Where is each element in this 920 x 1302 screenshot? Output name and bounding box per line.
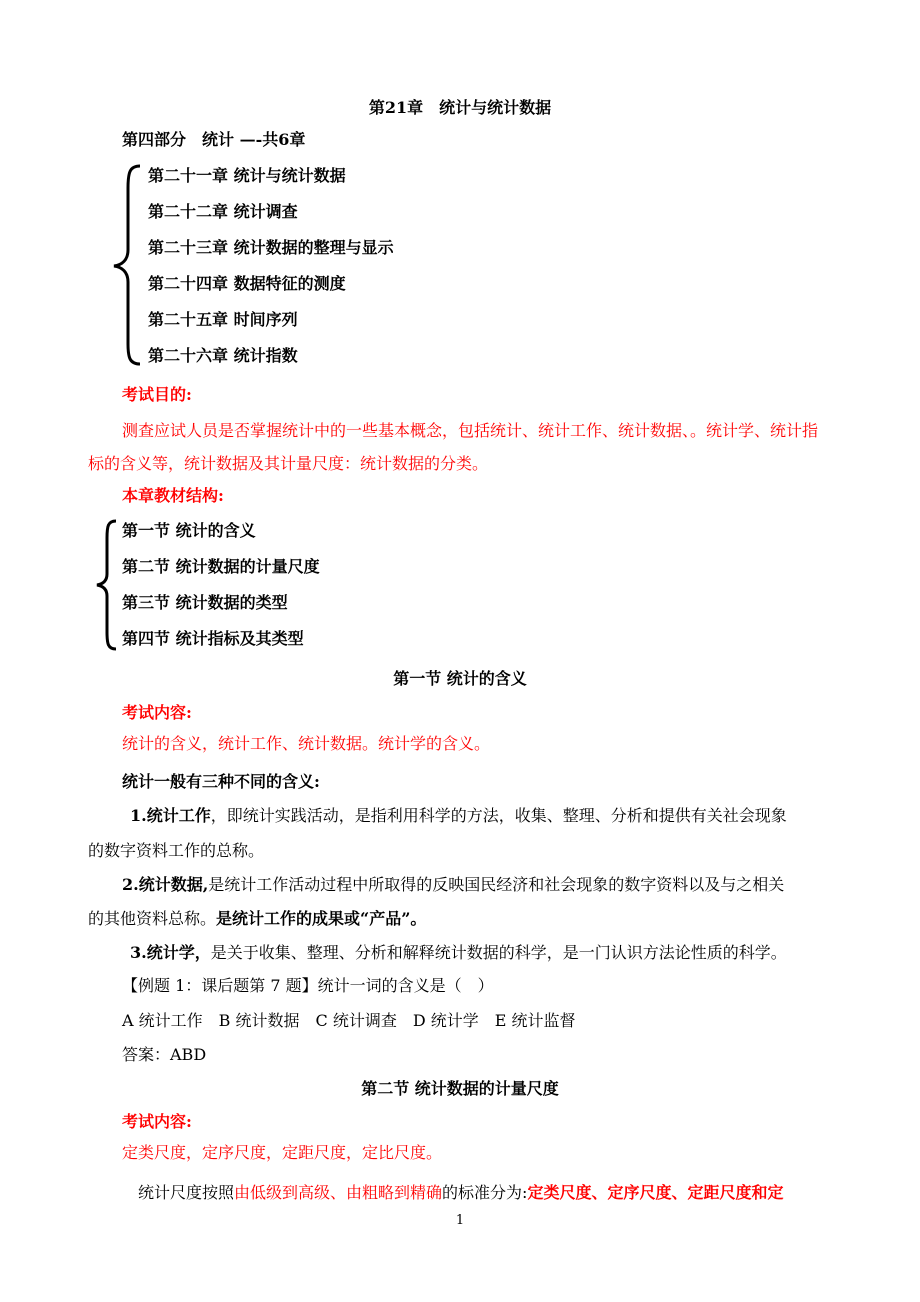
chapter-list-item: 第二十二章 统计调查 <box>148 202 298 221</box>
section-list-brace <box>94 518 120 652</box>
paragraph-highlight: 由低级到高级、由粗略到精确 <box>234 1183 443 1202</box>
chapter-list-item: 第二十六章 统计指数 <box>148 346 298 365</box>
page-number: 1 <box>455 1213 465 1228</box>
definition-text: 的其他资料总称。 <box>88 909 217 928</box>
structure-label: 本章教材结构: <box>122 486 224 505</box>
definition-term: 3.统计学， <box>130 943 211 962</box>
definition-item-3 <box>130 942 787 964</box>
section1-heading: 第一节 统计的含义 <box>393 669 527 688</box>
section1-intro: 统计一般有三种不同的含义: <box>122 772 320 791</box>
chapter-list-brace <box>110 162 144 368</box>
definition-item-2-continued <box>88 908 426 930</box>
definition-text: 是统计工作活动过程中所取得的反映国民经济和社会现象的数字资料以及与之相关 <box>208 875 785 894</box>
chapter-list-item: 第二十一章 统计与统计数据 <box>148 166 346 185</box>
part-heading: 第四部分 统计 —-共6章 <box>122 130 306 149</box>
section2-heading: 第二节 统计数据的计量尺度 <box>361 1079 559 1098</box>
chapter-list-item: 第二十三章 统计数据的整理与显示 <box>148 238 394 257</box>
structure-section-item: 第一节 统计的含义 <box>122 521 256 540</box>
section1-content-text: 统计的含义，统计工作、统计数据。统计学的含义。 <box>122 734 491 753</box>
example-answer: 答案：ABD <box>122 1045 207 1064</box>
paragraph-text: 统计尺度按照 <box>138 1183 235 1202</box>
definition-text: ，即统计实践活动，是指利用科学的方法，收集、整理、分析和提供有关社会现象 <box>210 806 787 825</box>
definition-item-2 <box>122 874 784 896</box>
paragraph-text: 的标准分为: <box>442 1183 528 1202</box>
definition-emphasis: 是统计工作的成果或“产品”。 <box>216 909 427 928</box>
chapter-list-item: 第二十五章 时间序列 <box>148 310 298 329</box>
structure-section-item: 第二节 统计数据的计量尺度 <box>122 557 320 576</box>
structure-section-item: 第三节 统计数据的类型 <box>122 593 288 612</box>
exam-purpose-label: 考试目的: <box>122 385 192 404</box>
section2-content-text: 定类尺度，定序尺度，定距尺度，定比尺度。 <box>122 1143 443 1162</box>
measurement-scale-paragraph <box>138 1182 783 1204</box>
chapter-list-item: 第二十四章 数据特征的测度 <box>148 274 346 293</box>
chapter-title: 第21章 统计与统计数据 <box>368 98 552 117</box>
example-question: 【例题 1：课后题第 7 题】统计一词的含义是（ ） <box>122 976 494 995</box>
definition-term: 1.统计工作 <box>130 806 211 825</box>
definition-item-1-continued: 的数字资料工作的总称。 <box>88 841 265 860</box>
definition-item-1 <box>130 805 787 827</box>
definition-text: 是关于收集、整理、分析和解释统计数据的科学，是一门认识方法论性质的科学。 <box>210 943 787 962</box>
section1-content-label: 考试内容: <box>122 703 192 722</box>
example-options: A 统计工作 B 统计数据 C 统计调查 D 统计学 E 统计监督 <box>122 1011 576 1030</box>
structure-section-item: 第四节 统计指标及其类型 <box>122 629 304 648</box>
exam-purpose-text: 标的含义等，统计数据及其计量尺度：统计数据的分类。 <box>88 454 489 473</box>
section2-content-label: 考试内容: <box>122 1112 192 1131</box>
exam-purpose-text: 测查应试人员是否掌握统计中的一些基本概念，包括统计、统计工作、统计数据、。统计学、统计指 <box>122 421 819 440</box>
definition-term: 2.统计数据, <box>122 875 209 894</box>
paragraph-emphasis: 定类尺度、定序尺度、定距尺度和定 <box>527 1183 784 1202</box>
